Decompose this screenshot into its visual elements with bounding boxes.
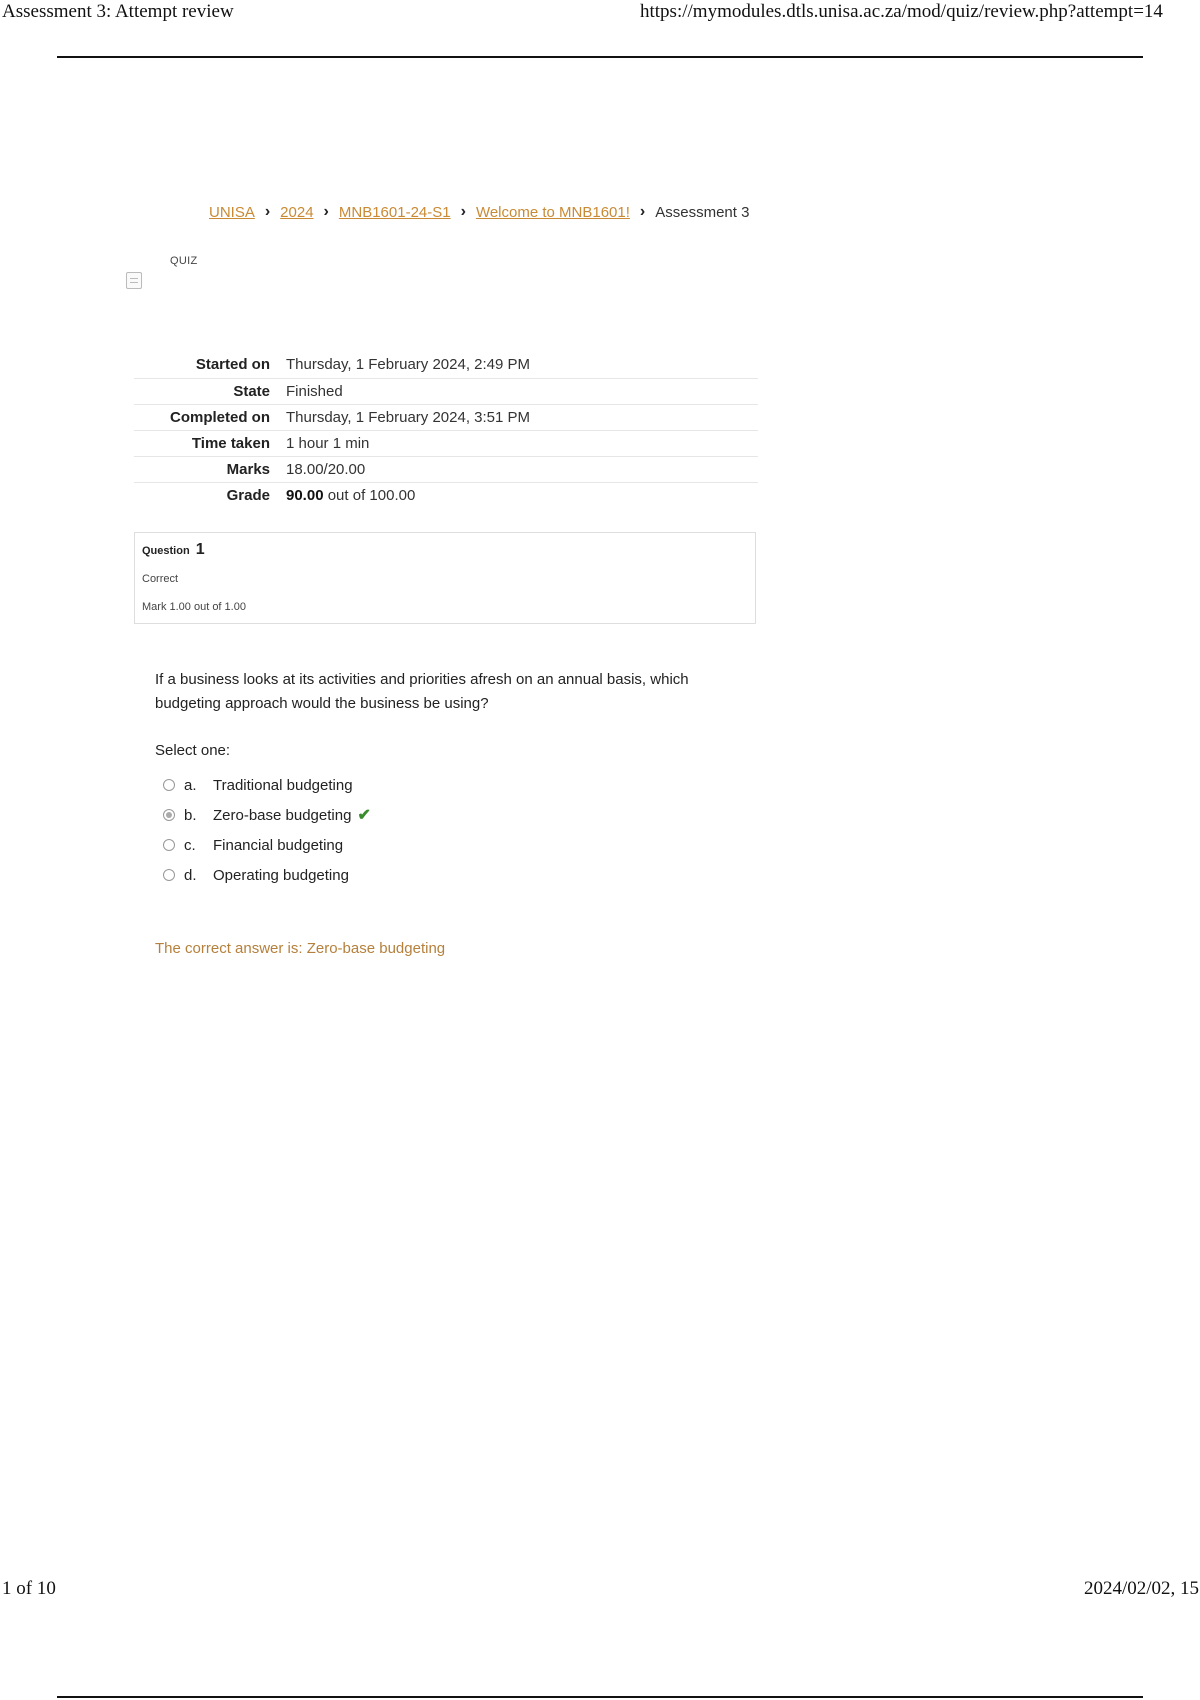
summary-value: Thursday, 1 February 2024, 3:51 PM bbox=[286, 408, 531, 426]
print-footer bbox=[0, 1578, 1200, 1602]
print-page-title: Assessment 3: Attempt review bbox=[2, 1, 234, 22]
breadcrumb-current: Assessment 3 bbox=[655, 203, 750, 221]
option-label: Traditional budgeting bbox=[213, 776, 353, 794]
summary-label: Started on bbox=[195, 356, 270, 374]
footer-rule bbox=[57, 1696, 1143, 1698]
breadcrumb bbox=[209, 203, 749, 221]
chevron-right-icon: › bbox=[323, 203, 329, 220]
print-datetime: 2024/02/02, 15 bbox=[1084, 1578, 1200, 1599]
radio-button[interactable] bbox=[163, 779, 175, 791]
activity-type-label: QUIZ bbox=[170, 255, 198, 267]
check-icon: ✔ bbox=[357, 807, 371, 824]
breadcrumb-item-year[interactable]: 2024 bbox=[280, 203, 314, 221]
chevron-right-icon: › bbox=[639, 203, 646, 220]
answer-option-c[interactable] bbox=[163, 830, 371, 860]
summary-label: Time taken bbox=[191, 434, 270, 452]
breadcrumb-item-welcome[interactable]: Welcome to MNB1601! bbox=[475, 203, 630, 221]
question-number bbox=[142, 541, 205, 559]
summary-label: Marks bbox=[226, 460, 270, 478]
question-number-value: 1 bbox=[195, 541, 205, 558]
radio-button-selected[interactable] bbox=[163, 809, 175, 821]
option-letter: a. bbox=[184, 776, 197, 794]
summary-row bbox=[134, 456, 758, 482]
summary-value: 18.00/20.00 bbox=[286, 460, 366, 478]
summary-row bbox=[134, 482, 758, 508]
print-header bbox=[0, 0, 1200, 24]
breadcrumb-item-unisa[interactable]: UNISA bbox=[209, 203, 255, 221]
question-info-box bbox=[134, 532, 756, 624]
select-one-prompt: Select one: bbox=[155, 742, 231, 759]
question-state: Correct bbox=[142, 573, 179, 585]
option-letter: c. bbox=[184, 836, 196, 854]
answer-option-b[interactable] bbox=[163, 800, 371, 830]
breadcrumb-item-module[interactable]: MNB1601-24-S1 bbox=[338, 203, 451, 221]
question-text: If a business looks at its activities and priorities afresh on an annual basis, which budgeting approach would the business be using? bbox=[155, 671, 689, 712]
question-label: Question bbox=[142, 545, 190, 557]
print-page-url: https://mymodules.dtls.unisa.ac.za/mod/quiz/review.php?attempt=14 bbox=[640, 1, 1163, 22]
summary-value bbox=[286, 482, 758, 508]
summary-label: Grade bbox=[226, 486, 270, 504]
header-rule bbox=[57, 56, 1143, 58]
summary-value: Thursday, 1 February 2024, 2:49 PM bbox=[286, 356, 531, 374]
summary-value: Finished bbox=[286, 382, 343, 400]
answer-option-d[interactable] bbox=[163, 860, 371, 890]
summary-row bbox=[134, 430, 758, 456]
answer-option-a[interactable] bbox=[163, 770, 371, 800]
radio-button[interactable] bbox=[163, 839, 175, 851]
radio-button[interactable] bbox=[163, 869, 175, 881]
option-letter: d. bbox=[184, 866, 197, 884]
option-label: Operating budgeting bbox=[213, 866, 349, 884]
summary-label: Completed on bbox=[170, 408, 270, 426]
answer-options bbox=[163, 770, 371, 890]
summary-label: State bbox=[233, 382, 270, 400]
chevron-right-icon: › bbox=[264, 203, 271, 220]
summary-value: 1 hour 1 min bbox=[286, 434, 370, 452]
chevron-right-icon: › bbox=[460, 203, 466, 220]
option-letter: b. bbox=[184, 806, 197, 824]
quiz-icon bbox=[126, 272, 142, 289]
page-count: 1 of 10 bbox=[2, 1578, 56, 1599]
attempt-summary-table bbox=[134, 352, 758, 508]
grade-out-of: out of 100.00 bbox=[323, 486, 416, 504]
summary-row bbox=[134, 404, 758, 430]
grade-value: 90.00 bbox=[286, 486, 324, 504]
summary-row bbox=[134, 378, 758, 404]
option-label: Zero-base budgeting bbox=[213, 806, 352, 824]
summary-row bbox=[134, 352, 758, 378]
option-label: Financial budgeting bbox=[213, 836, 344, 854]
question-mark: Mark 1.00 out of 1.00 bbox=[142, 601, 246, 613]
correct-answer-feedback: The correct answer is: Zero-base budgeting bbox=[155, 940, 446, 957]
